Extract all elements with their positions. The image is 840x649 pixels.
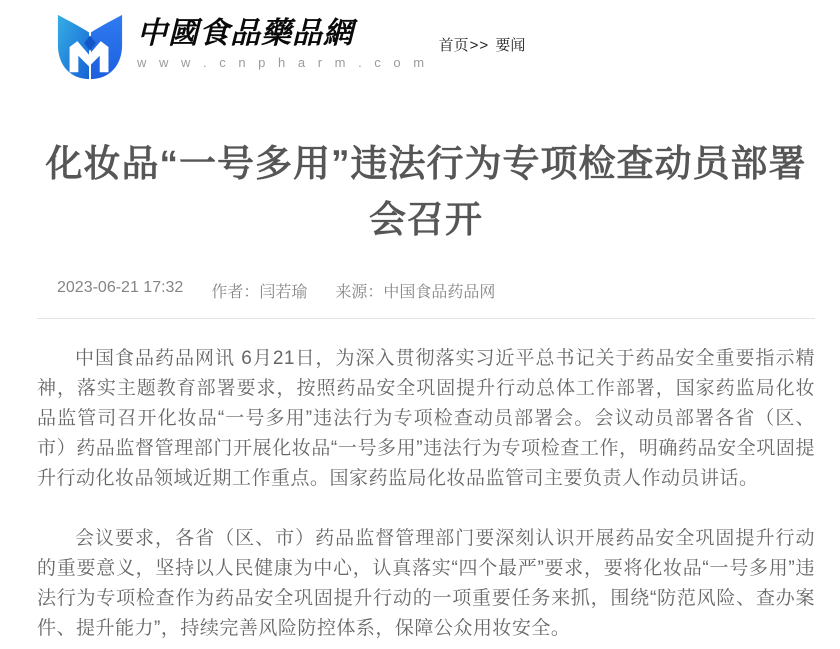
breadcrumb: [439, 34, 526, 55]
article-paragraph: 会议要求，各省（区、市）药品监督管理部门要深刻认识开展药品安全巩固提升行动的重要意义，坚持以人民健康为中心，认真落实“四个最严”要求，要将化妆品“一号多用”违法行为专项检查作为药品安全巩固提升行动的一项重要任务来抓，围绕“防范风险、查办案件、提升能力”，持续完善风险防控体系，保障公众用妆安全。: [37, 528, 815, 639]
publish-datetime: 2023-06-21 17:32: [57, 279, 184, 296]
page-title: 化妆品“一号多用”违法行为专项检查动员部署会召开: [45, 143, 807, 240]
author: [211, 279, 307, 302]
breadcrumb-current-link[interactable]: 要闻: [495, 37, 526, 54]
site-logo[interactable]: [55, 12, 429, 87]
site-name: 中國食品藥品網: [137, 16, 354, 51]
site-header: [0, 0, 840, 96]
author-label: 作者：: [211, 284, 260, 301]
breadcrumb-separator: >>: [469, 37, 490, 54]
source-label: 来源：: [335, 284, 384, 301]
source-name: 中国食品药品网: [383, 284, 496, 301]
logo-icon: [55, 12, 125, 87]
article-meta: [37, 279, 815, 302]
source: [335, 279, 495, 302]
article-body: [37, 344, 815, 644]
site-url: w w w . c n p h a r m . c o m: [137, 55, 429, 70]
author-name: 闫若瑜: [259, 284, 308, 301]
article-paragraph: 中国食品药品网讯 6月21日，为深入贯彻落实习近平总书记关于药品安全重要指示精神，落实主题教育部署要求，按照药品安全巩固提升行动总体工作部署，国家药监局化妆品监管司召开化妆品“一号多用”违法行为专项检查动员部署会。会议动员部署各省（区、市）药品监督管理部门开展化妆品“一号多用”违法行为专项检查工作，明确药品安全巩固提升行动化妆品领域近期工作重点。国家药监局化妆品监管司主要负责人作动员讲话。: [37, 348, 815, 489]
meta-divider: [37, 318, 815, 319]
logo-text: [137, 16, 429, 70]
breadcrumb-home-link[interactable]: 首页: [438, 37, 469, 54]
article: [37, 136, 815, 644]
